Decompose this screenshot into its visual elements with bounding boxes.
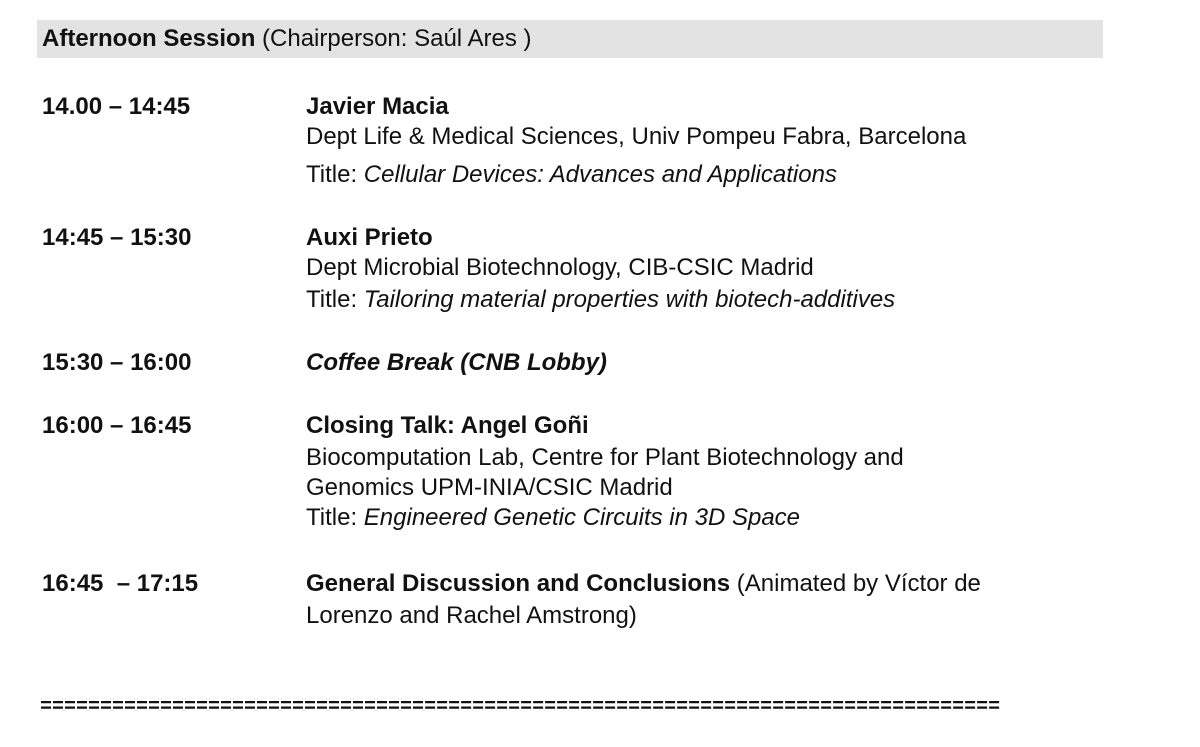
affiliation: Dept Life & Medical Sciences, Univ Pompeu Fabra, Barcelona	[306, 123, 967, 150]
time-slot: 14.00 – 14:45	[42, 93, 191, 120]
time-slot: 16:00 – 16:45	[42, 412, 192, 439]
affiliation-line: Genomics UPM-INIA/CSIC Madrid	[306, 474, 673, 501]
speaker-name: Auxi Prieto	[306, 224, 433, 251]
discussion-title: General Discussion and Conclusions	[306, 570, 731, 597]
talk-title: Cellular Devices: Advances and Applications	[363, 161, 837, 188]
speaker-name: Closing Talk: Angel Goñi	[306, 412, 589, 439]
talk-title: Tailoring material properties with biotech-additives	[363, 286, 896, 313]
talk-title-line	[306, 160, 1102, 190]
entry-body	[306, 569, 1102, 631]
speaker-name: Javier Macia	[306, 93, 449, 120]
entry-body	[306, 223, 1102, 315]
affiliation: Dept Microbial Biotechnology, CIB-CSIC Madrid	[306, 254, 814, 281]
entry-body	[306, 348, 1102, 378]
time-slot: 14:45 – 15:30	[42, 224, 192, 251]
time-slot: 16:45 – 17:15	[42, 570, 199, 597]
discussion-note-line2: Lorenzo and Rachel Amstrong)	[306, 602, 637, 629]
chairperson-text: (Chairperson: Saúl Ares )	[262, 25, 532, 52]
title-prefix: Title:	[306, 504, 364, 531]
discussion-line	[306, 569, 1102, 599]
affiliation	[306, 443, 1102, 473]
title-prefix: Title:	[306, 161, 364, 188]
talk-title: Engineered Genetic Circuits in 3D Space	[363, 504, 801, 531]
talk-title-line	[306, 285, 1102, 315]
session-title: Afternoon Session	[42, 25, 256, 52]
time-slot: 15:30 – 16:00	[42, 349, 192, 376]
talk-title-line	[306, 503, 1102, 533]
divider-line: ================================================================================	[40, 696, 1001, 719]
entry-body	[306, 92, 1102, 190]
chairperson	[262, 25, 531, 52]
discussion-note: (Animated by Víctor de	[730, 570, 981, 597]
session-header	[37, 20, 1103, 58]
affiliation-line: Biocomputation Lab, Centre for Plant Biotechnology and	[306, 444, 904, 471]
title-prefix: Title:	[306, 286, 364, 313]
coffee-break-label: Coffee Break (CNB Lobby)	[306, 349, 607, 376]
entry-body	[306, 411, 1102, 533]
